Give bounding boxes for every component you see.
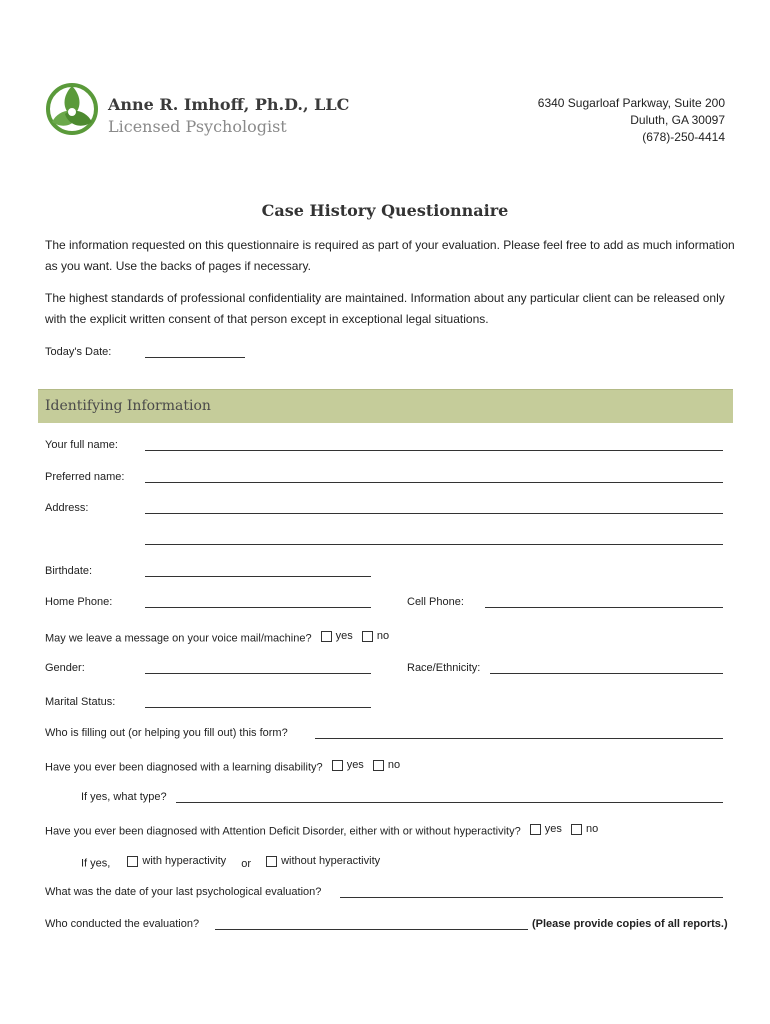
race-label: Race/Ethnicity: <box>407 662 481 674</box>
birthdate-label: Birthdate: <box>45 565 93 577</box>
learning-disability-yes-option[interactable] <box>332 758 364 772</box>
practice-address <box>538 95 725 146</box>
voicemail-row <box>45 629 389 646</box>
address-field-line-1[interactable] <box>145 513 723 514</box>
address-label: Address: <box>45 502 89 514</box>
gender-field[interactable] <box>145 673 371 674</box>
practitioner-title: Licensed Psychologist <box>108 117 287 136</box>
home-phone-field[interactable] <box>145 607 371 608</box>
hyperactivity-row <box>81 854 380 871</box>
who-filling-field[interactable] <box>315 738 723 739</box>
yes-label: yes <box>544 823 562 835</box>
add-no-option[interactable] <box>571 822 598 836</box>
preferred-name-field[interactable] <box>145 482 723 483</box>
address-line-2: Duluth, GA 30097 <box>630 113 725 127</box>
who-filling-label: Who is filling out (or helping you fill out) this form? <box>45 727 288 739</box>
preferred-name-label: Preferred name: <box>45 471 125 483</box>
cell-phone-label: Cell Phone: <box>407 596 464 608</box>
voicemail-question: May we leave a message on your voice mail/machine? <box>45 632 312 645</box>
yes-label: yes <box>335 630 353 642</box>
checkbox-icon[interactable] <box>362 631 373 642</box>
disability-type-field[interactable] <box>176 802 723 803</box>
learning-disability-question: Have you ever been diagnosed with a learning disability? <box>45 761 323 774</box>
intro-paragraph-1: The information requested on this questionnaire is required as part of your evaluation. Please feel free to add as much information as you want. Use the backs of pages if necessary. <box>45 238 735 273</box>
marital-status-field[interactable] <box>145 707 371 708</box>
with-hyperactivity-option[interactable] <box>127 854 226 868</box>
section-title: Identifying Information <box>45 398 211 414</box>
if-yes-label: If yes, <box>81 857 111 870</box>
if-yes-type-label: If yes, what type? <box>81 791 167 803</box>
without-hyperactivity-option[interactable] <box>266 854 380 868</box>
checkbox-icon[interactable] <box>530 824 541 835</box>
no-label: no <box>585 823 599 835</box>
practice-name: Anne R. Imhoff, Ph.D., LLC <box>108 95 350 114</box>
learning-disability-no-option[interactable] <box>373 758 400 772</box>
voicemail-no-option[interactable] <box>362 629 389 643</box>
section-header-bar <box>38 389 733 423</box>
learning-disability-row <box>45 758 400 775</box>
last-eval-date-field[interactable] <box>340 897 723 898</box>
or-label: or <box>241 857 252 870</box>
who-conducted-label: Who conducted the evaluation? <box>45 918 200 930</box>
checkbox-icon[interactable] <box>321 631 332 642</box>
page-title: Case History Questionnaire <box>261 201 509 220</box>
todays-date-label: Today's Date: <box>45 346 112 358</box>
todays-date-field[interactable] <box>145 357 245 358</box>
celtic-knot-logo-icon <box>46 82 98 136</box>
checkbox-icon[interactable] <box>127 856 138 867</box>
cell-phone-field[interactable] <box>485 607 723 608</box>
with-hyperactivity-label: with hyperactivity <box>142 855 227 867</box>
checkbox-icon[interactable] <box>332 760 343 771</box>
copies-note: (Please provide copies of all reports.) <box>532 918 728 930</box>
home-phone-label: Home Phone: <box>45 596 113 608</box>
no-label: no <box>387 759 401 771</box>
add-row <box>45 822 598 839</box>
voicemail-yes-option[interactable] <box>321 629 353 643</box>
race-field[interactable] <box>490 673 723 674</box>
add-yes-option[interactable] <box>530 822 562 836</box>
last-eval-date-label: What was the date of your last psychological evaluation? <box>45 886 322 898</box>
yes-label: yes <box>346 759 364 771</box>
who-conducted-field[interactable] <box>215 929 528 930</box>
checkbox-icon[interactable] <box>373 760 384 771</box>
address-line-1: 6340 Sugarloaf Parkway, Suite 200 <box>537 96 725 110</box>
intro-paragraph-2: The highest standards of professional confidentiality are maintained. Information about any particular client can be released only with the explicit written consent of that person except in exceptional legal situations. <box>45 291 725 326</box>
phone-number: (678)-250-4414 <box>642 130 725 144</box>
add-question: Have you ever been diagnosed with Attention Deficit Disorder, either with or without hyperactivity? <box>45 825 521 838</box>
checkbox-icon[interactable] <box>266 856 277 867</box>
checkbox-icon[interactable] <box>571 824 582 835</box>
full-name-field[interactable] <box>145 450 723 451</box>
marital-status-label: Marital Status: <box>45 696 116 708</box>
without-hyperactivity-label: without hyperactivity <box>281 855 381 867</box>
full-name-label: Your full name: <box>45 439 118 451</box>
no-label: no <box>376 630 390 642</box>
birthdate-field[interactable] <box>145 576 371 577</box>
address-field-line-2[interactable] <box>145 544 723 545</box>
gender-label: Gender: <box>45 662 85 674</box>
